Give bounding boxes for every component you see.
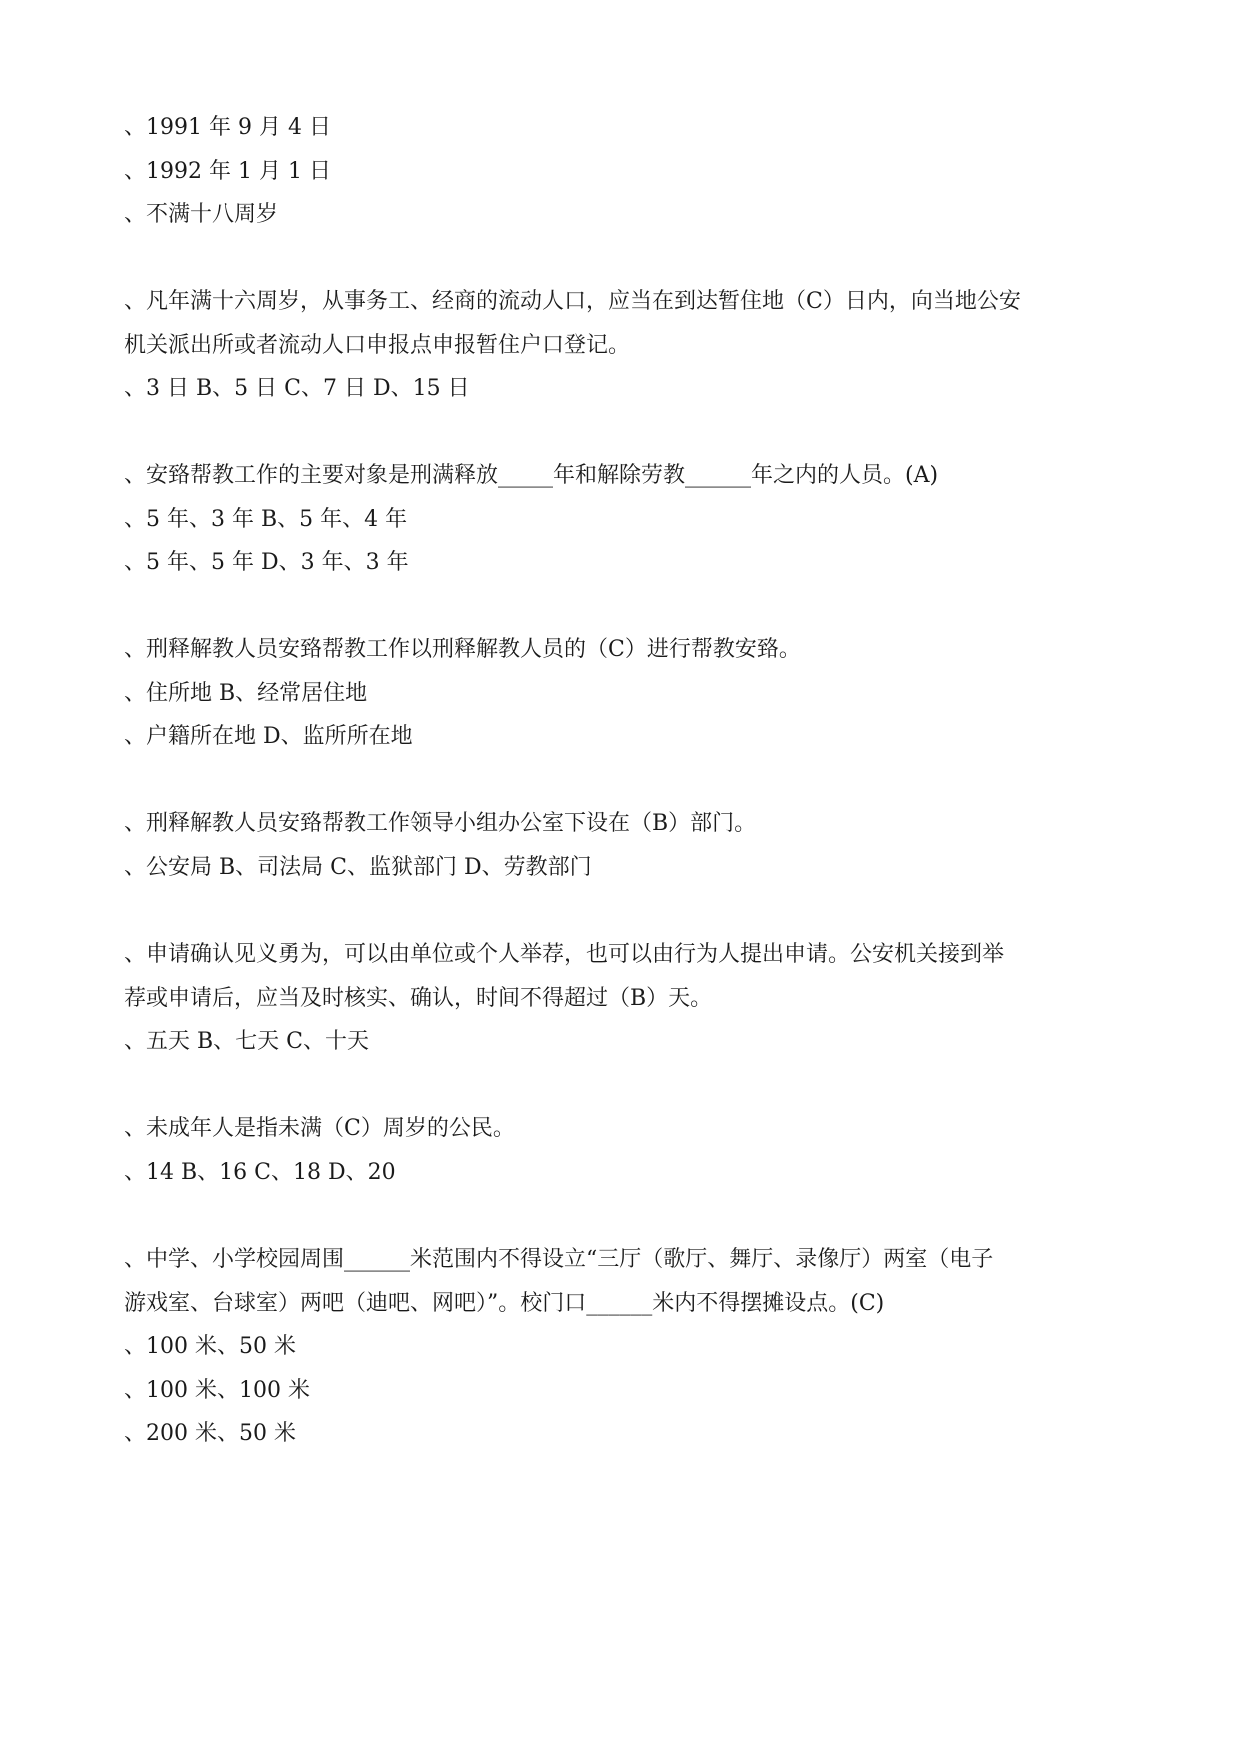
option-line: 、100 米、50 米 [124, 1334, 296, 1359]
question-line: 荐或申请后，应当及时核实、确认，时间不得超过（B）天。 [124, 986, 713, 1011]
question-line: 游戏室、台球室）两吧（迪吧、网吧）”。校门口______米内不得摆摊设点。(C) [124, 1291, 885, 1316]
question-line: 机关派出所或者流动人口申报点申报暂住户口登记。 [124, 333, 631, 358]
option-line: 、1992 年 1 月 1 日 [124, 159, 331, 184]
option-line: 、1991 年 9 月 4 日 [124, 115, 331, 140]
option-line: 、五天 B、七天 C、十天 [124, 1029, 369, 1054]
option-line: 、14 B、16 C、18 D、20 [124, 1160, 396, 1185]
option-line: 、3 日 B、5 日 C、7 日 D、15 日 [124, 376, 470, 401]
option-line: 、5 年、3 年 B、5 年、4 年 [124, 507, 408, 532]
question-line: 、凡年满十六周岁，从事务工、经商的流动人口，应当在到达暂住地（C）日内，向当地公安 [124, 289, 1021, 314]
option-line: 、200 米、50 米 [124, 1421, 296, 1446]
option-line: 、户籍所在地 D、监所所在地 [124, 724, 413, 749]
question-line: 、刑释解教人员安臵帮教工作以刑释解教人员的（C）进行帮教安臵。 [124, 637, 801, 662]
option-line: 、100 米、100 米 [124, 1378, 310, 1403]
option-line: 、公安局 B、司法局 C、监狱部门 D、劳教部门 [124, 855, 592, 880]
question-line: 、刑释解教人员安臵帮教工作领导小组办公室下设在（B）部门。 [124, 811, 757, 836]
question-line: 、中学、小学校园周围______米范围内不得设立“三厅（歌厅、舞厅、录像厅）两室（电子 [124, 1247, 994, 1272]
option-line: 、5 年、5 年 D、3 年、3 年 [124, 550, 409, 575]
question-line: 、申请确认见义勇为，可以由单位或个人举荐，也可以由行为人提出申请。公安机关接到举 [124, 942, 1005, 967]
question-line: 、安臵帮教工作的主要对象是刑满释放_____年和解除劳教______年之内的人员。(A) [124, 463, 939, 488]
option-line: 、不满十八周岁 [124, 202, 279, 227]
option-line: 、住所地 B、经常居住地 [124, 681, 368, 706]
question-line: 、未成年人是指未满（C）周岁的公民。 [124, 1116, 515, 1141]
